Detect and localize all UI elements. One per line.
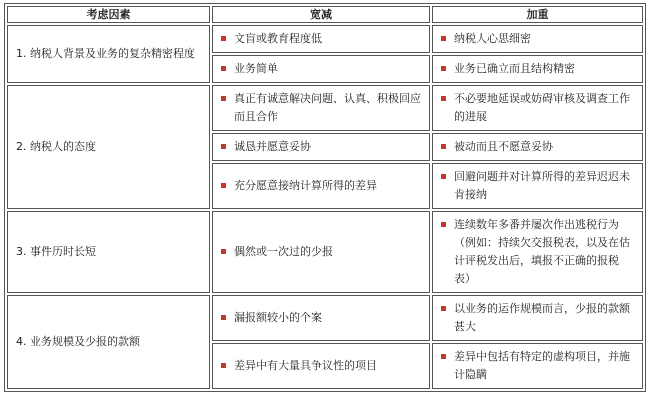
- aggravating-text: 连续数年多番并屡次作出逃税行为（例如：持续欠交报税表，以及在估计评税发出后，填报不正确的报税表）: [454, 218, 630, 285]
- header-aggravating: 加重: [432, 6, 643, 23]
- factor-cell: 3. 事件历时长短: [7, 211, 210, 293]
- aggravating-cell: [432, 163, 643, 209]
- bullet-icon: [441, 66, 446, 71]
- bullet-icon: [221, 36, 226, 41]
- bullet-icon: [221, 96, 226, 101]
- aggravating-cell: [432, 295, 643, 341]
- lenient-text: 充分愿意接纳计算所得的差异: [234, 179, 377, 192]
- bullet-icon: [441, 222, 446, 227]
- table-row: [7, 25, 643, 53]
- bullet-icon: [221, 66, 226, 71]
- aggravating-text: 业务已确立而且结构精密: [454, 62, 575, 75]
- bullet-icon: [441, 96, 446, 101]
- bullet-icon: [441, 174, 446, 179]
- aggravating-text: 纳税人心思细密: [454, 32, 531, 45]
- header-lenient: 宽减: [212, 6, 430, 23]
- lenient-cell: [212, 163, 430, 209]
- aggravating-cell: [432, 211, 643, 293]
- bullet-icon: [441, 36, 446, 41]
- lenient-cell: [212, 211, 430, 293]
- lenient-cell: [212, 85, 430, 131]
- lenient-text: 真正有诚意解决问题、认真、积极回应而且合作: [234, 92, 421, 123]
- aggravating-text: 被动而且不愿意妥协: [454, 140, 553, 153]
- aggravating-cell: [432, 25, 643, 53]
- lenient-text: 差异中有大量具争议性的项目: [234, 359, 377, 372]
- factor-cell: 4. 业务规模及少报的款额: [7, 295, 210, 389]
- header-factor: 考虑因素: [7, 6, 210, 23]
- lenient-cell: [212, 343, 430, 389]
- lenient-cell: [212, 25, 430, 53]
- aggravating-cell: [432, 343, 643, 389]
- factors-table-container: [4, 3, 646, 392]
- bullet-icon: [221, 363, 226, 368]
- aggravating-text: 差异中包括有特定的虚构项目，并施计隐瞒: [454, 350, 630, 381]
- bullet-icon: [441, 306, 446, 311]
- bullet-icon: [221, 183, 226, 188]
- aggravating-text: 回避问题并对计算所得的差异迟迟未肯接纳: [454, 170, 630, 201]
- lenient-text: 诚恳并愿意妥协: [234, 140, 311, 153]
- table-row: [7, 295, 643, 341]
- table-row: [7, 211, 643, 293]
- aggravating-cell: [432, 133, 643, 161]
- bullet-icon: [221, 315, 226, 320]
- header-row: [7, 6, 643, 23]
- lenient-text: 文盲或教育程度低: [234, 32, 322, 45]
- bullet-icon: [221, 144, 226, 149]
- factors-table: [4, 3, 646, 392]
- bullet-icon: [441, 144, 446, 149]
- aggravating-text: 不必要地延误或妨碍审核及调查工作的进展: [454, 92, 630, 123]
- factor-cell: 2. 纳税人的态度: [7, 85, 210, 209]
- aggravating-cell: [432, 85, 643, 131]
- bullet-icon: [221, 249, 226, 254]
- lenient-cell: [212, 133, 430, 161]
- lenient-text: 偶然或一次过的少报: [234, 245, 333, 258]
- lenient-cell: [212, 55, 430, 83]
- lenient-cell: [212, 295, 430, 341]
- lenient-text: 漏报额较小的个案: [234, 311, 322, 324]
- bullet-icon: [441, 354, 446, 359]
- table-row: [7, 85, 643, 131]
- aggravating-text: 以业务的运作规模而言，少报的款额甚大: [454, 302, 630, 333]
- aggravating-cell: [432, 55, 643, 83]
- lenient-text: 业务简单: [234, 62, 278, 75]
- factor-cell: 1. 纳税人背景及业务的复杂精密程度: [7, 25, 210, 83]
